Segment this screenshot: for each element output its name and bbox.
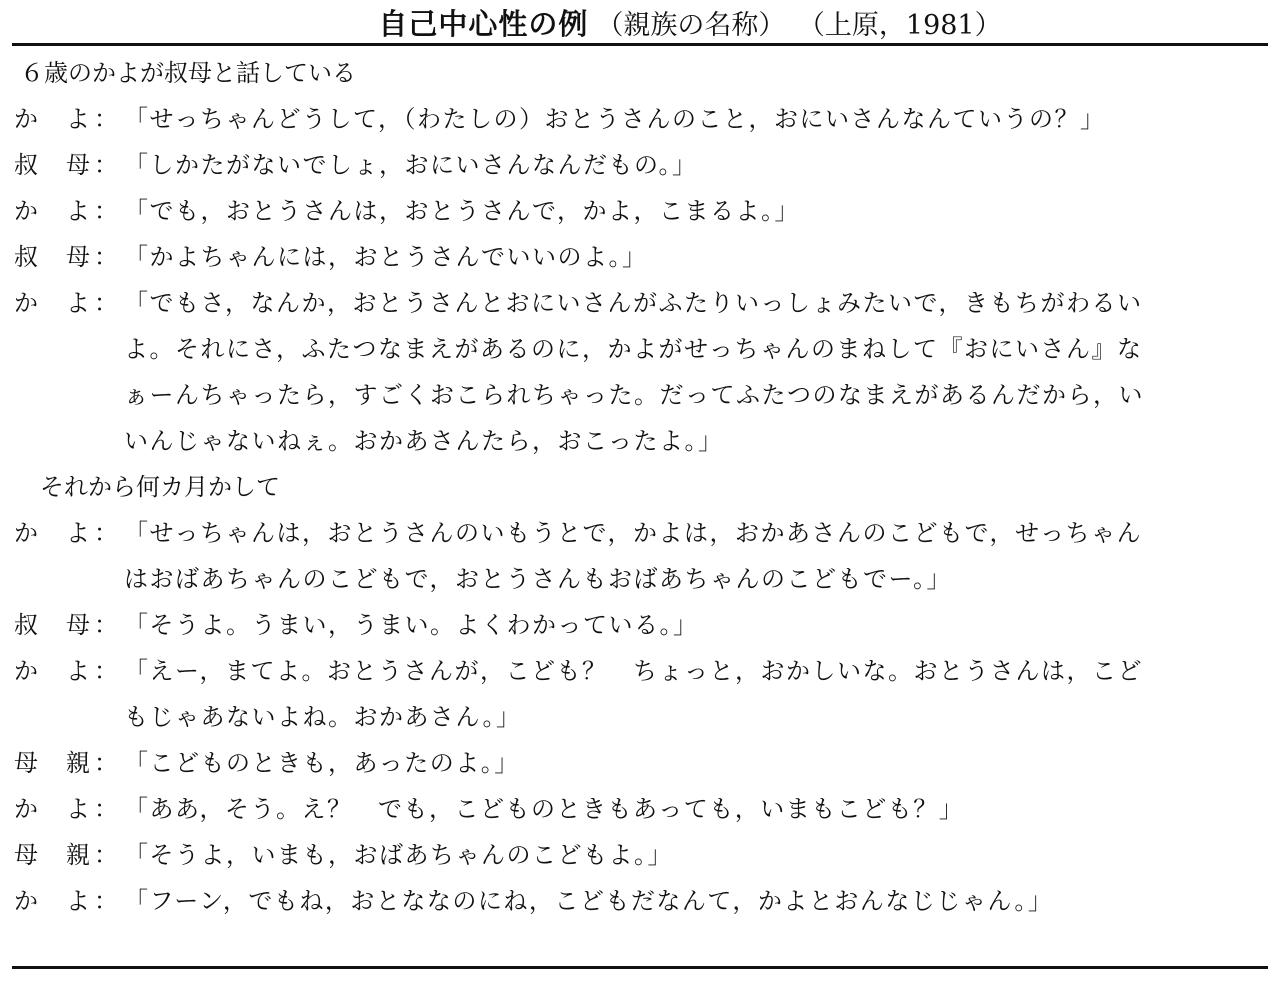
speaker-colon: ： [94,519,118,547]
speaker-char-2: 母 [66,611,90,639]
utterance-line: 「フーン，でもね，おとななのにね，こどもだなんて，かよとおんなじじゃん。」 [124,887,1054,915]
speaker-char-1: か [14,197,38,225]
speaker-label [14,740,94,786]
utterance-line: 「かよちゃんには，おとうさんでいいのよ。」 [124,243,648,271]
speaker-char-1: 母 [14,841,38,869]
dialogue-turn [14,234,1264,280]
speaker-label [14,602,94,648]
speaker-char-1: か [14,289,38,317]
speaker-colon: ： [94,105,118,133]
speaker-colon: ： [94,749,118,777]
utterance-line: 「ああ，そう。え？ でも，こどものときもあっても，いまもこども？」 [124,795,965,823]
dialogue-turn [14,602,1264,648]
top-rule [12,43,1268,46]
utterance-line: 「そうよ，いまも，おばあちゃんのこどもよ。」 [124,841,673,869]
speaker-char-2: 親 [66,841,90,869]
speaker-label [14,510,94,602]
speaker-colon: ： [94,841,118,869]
speaker-colon: ： [94,657,118,685]
later-note: それから何カ月かして [40,473,280,501]
speaker-colon: ： [94,289,118,317]
speaker-char-2: よ [66,795,90,823]
speaker-char-2: 母 [66,151,90,179]
dialogue-turn [14,510,1264,602]
speaker-char-2: よ [66,657,90,685]
speaker-colon: ： [94,795,118,823]
speaker-char-1: 叔 [14,243,38,271]
bottom-rule [12,966,1268,969]
speaker-char-2: よ [66,197,90,225]
speaker-char-2: よ [66,289,90,317]
speaker-char-1: か [14,519,38,547]
dialogue-turn [14,878,1264,924]
speaker-label [14,832,94,878]
utterance [124,740,1264,786]
speaker-colon: ： [94,151,118,179]
dialogue-part-1 [14,96,1264,464]
utterance [124,280,1264,464]
speaker-char-1: 母 [14,749,38,777]
dialogue-turn [14,96,1264,142]
dialogue-turn [14,832,1264,878]
speaker-char-2: よ [66,519,90,547]
speaker-label [14,188,94,234]
utterance [124,234,1264,280]
speaker-char-2: よ [66,887,90,915]
speaker-char-2: 親 [66,749,90,777]
page-title [0,2,1280,42]
speaker-char-1: か [14,795,38,823]
speaker-label [14,878,94,924]
speaker-char-2: よ [66,105,90,133]
utterance [124,832,1264,878]
speaker-colon: ： [94,611,118,639]
dialogue-body [14,50,1264,924]
speaker-label [14,786,94,832]
speaker-colon: ： [94,197,118,225]
speaker-colon: ： [94,243,118,271]
speaker-char-1: 叔 [14,151,38,179]
speaker-char-1: か [14,657,38,685]
utterance-line: 「でもさ，なんか，おとうさんとおにいさんがふたりいっしょみたいで，きもちがわるい [124,289,1143,317]
utterance [124,786,1264,832]
dialogue-turn [14,786,1264,832]
dialogue-turn [14,648,1264,740]
speaker-label [14,648,94,740]
utterance [124,96,1264,142]
dialogue-turn [14,142,1264,188]
speaker-char-1: か [14,105,38,133]
utterance-line: 「でも，おとうさんは，おとうさんで，かよ，こまるよ。」 [124,197,801,225]
utterance [124,510,1264,602]
speaker-char-1: 叔 [14,611,38,639]
title-main: 自己中心性の例 [378,7,589,41]
speaker-colon: ： [94,887,118,915]
utterance-line: 「えー，まてよ。おとうさんが，こども？ ちょっと，おかしいな。おとうさんは，こど [124,657,1144,685]
dialogue-turn [14,188,1264,234]
speaker-char-1: か [14,887,38,915]
dialogue-part-2 [14,510,1264,924]
dialogue-turn [14,280,1264,464]
utterance [124,602,1264,648]
utterance-line: 「こどものときも，あったのよ。」 [124,749,520,777]
title-citation: （上原，1981） [811,10,1002,41]
utterance-line: いんじゃないねぇ。おかあさんたら，おこったよ。」 [124,427,724,455]
dialogue-turn [14,740,1264,786]
utterance [124,142,1264,188]
utterance-line: よ。それにさ，ふたつなまえがあるのに，かよがせっちゃんのまねして『おにいさん』な [124,335,1143,363]
utterance [124,188,1264,234]
utterance [124,648,1264,740]
utterance-line: ぁーんちゃったら，すごくおこられちゃった。だってふたつのなまえがあるんだから，い [124,381,1144,409]
utterance-line: 「しかたがないでしょ，おにいさんなんだもの。」 [124,151,698,179]
speaker-label [14,142,94,188]
speaker-label [14,280,94,464]
speaker-char-2: 母 [66,243,90,271]
utterance-line: はおばあちゃんのこどもで，おとうさんもおばあちゃんのこどもでー。」 [124,565,953,593]
utterance-line: 「そうよ。うまい，うまい。よくわかっている。」 [124,611,699,639]
title-subtitle: （親族の名称） [596,10,786,41]
utterance [124,878,1264,924]
utterance-line: もじゃあないよね。おかあさん。」 [124,703,522,731]
utterance-line: 「せっちゃんは，おとうさんのいもうとで，かよは，おかあさんのこどもで，せっちゃん [124,519,1143,547]
speaker-label [14,96,94,142]
speaker-label [14,234,94,280]
intro-note: ６歳のかよが叔母と話している [20,59,356,87]
utterance-line: 「せっちゃんどうして，（わたしの）おとうさんのこと，おにいさんなんていうの？」 [124,105,1106,133]
